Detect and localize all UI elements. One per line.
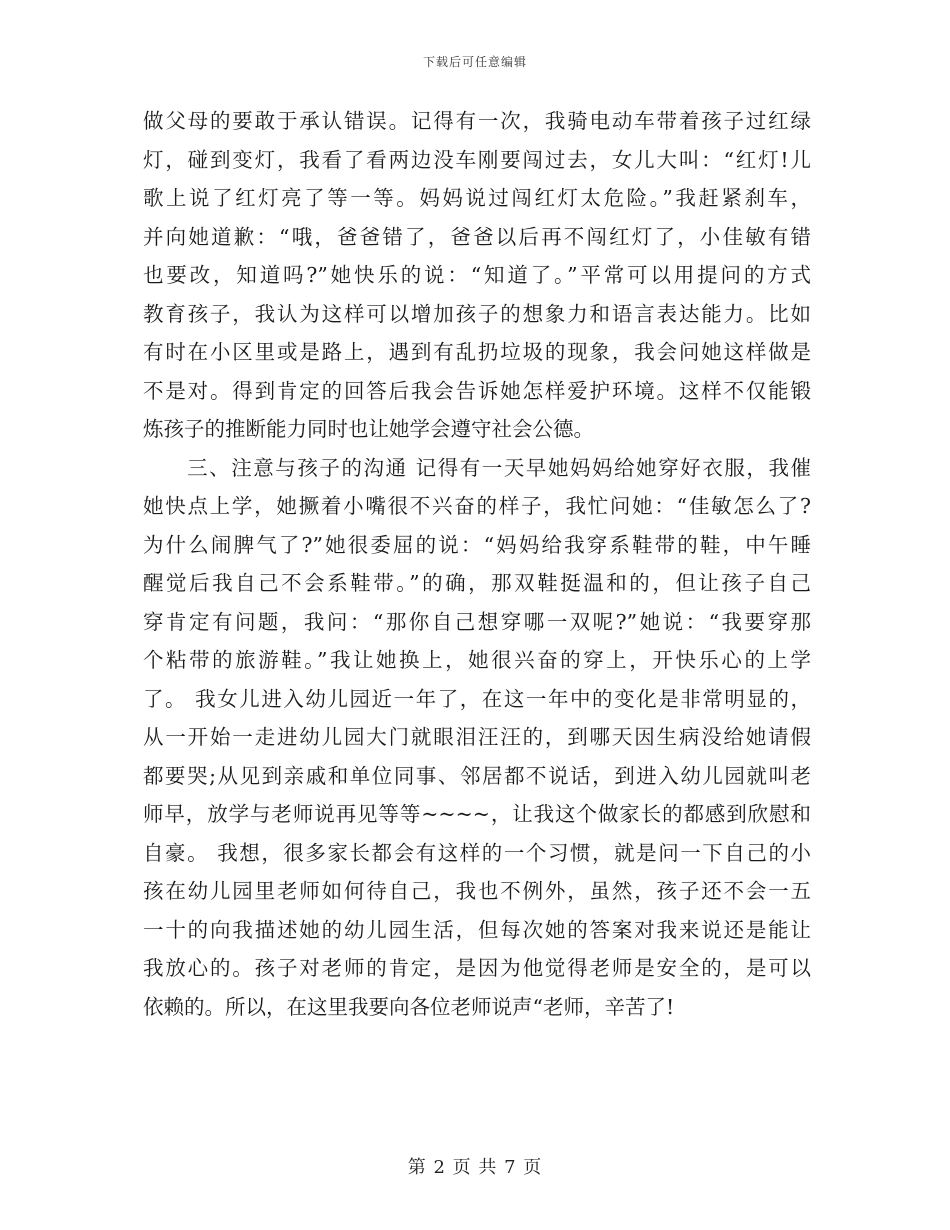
body-line: 并向她道歉：“哦，爸爸错了，爸爸以后再不闯红灯了，小佳敏有错 bbox=[143, 224, 811, 249]
body-line: 从一开始一走进幼儿园大门就眼泪汪汪的，到哪天因生病没给她请假 bbox=[143, 725, 811, 749]
body-line: 为什么闹脾气了?”她很委屈的说：“妈妈给我穿系鞋带的鞋，中午睡 bbox=[143, 532, 811, 557]
body-line: 个粘带的旅游鞋。”我让她换上，她很兴奋的穿上，开快乐心的上学 bbox=[143, 648, 811, 672]
body-line: 灯，碰到变灯，我看了看两边没车刚要闯过去，女儿大叫：“红灯!儿 bbox=[143, 147, 811, 172]
page-number: 第 2 页 共 7 页 bbox=[407, 1157, 543, 1178]
document-body bbox=[143, 102, 811, 1026]
body-line: 一十的向我描述她的幼儿园生活，但每次她的答案对我来说还是能让 bbox=[143, 917, 811, 942]
body-line: 三、注意与孩子的沟通 记得有一天早她妈妈给她穿好衣服，我催 bbox=[143, 455, 811, 480]
body-line: 依赖的。所以，在这里我要向各位老师说声“老师，辛苦了! bbox=[143, 994, 675, 1019]
body-line: 都要哭;从见到亲戚和单位同事、邻居都不说话，到进入幼儿园就叫老 bbox=[143, 763, 811, 788]
body-line: 她快点上学，她撅着小嘴很不兴奋的样子，我忙问她：“佳敏怎么了? bbox=[143, 494, 811, 518]
body-line: 师早，放学与老师说再见等等~~~~，让我这个做家长的都感到欣慰和 bbox=[143, 802, 811, 826]
body-line: 孩在幼儿园里老师如何待自己，我也不例外，虽然，孩子还不会一五 bbox=[143, 879, 811, 903]
body-line: 穿肯定有问题，我问：“那你自己想穿哪一双呢?”她说：“我要穿那 bbox=[143, 609, 811, 634]
body-line: 了。 我女儿进入幼儿园近一年了，在这一年中的变化是非常明显的， bbox=[143, 686, 811, 711]
body-line: 醒觉后我自己不会系鞋带。”的确，那双鞋挺温和的，但让孩子自己 bbox=[143, 571, 811, 595]
body-line: 也要改，知道吗?”她快乐的说：“知道了。”平常可以用提问的方式 bbox=[143, 263, 811, 287]
body-line: 做父母的要敢于承认错误。记得有一次，我骑电动车带着孩子过红绿 bbox=[143, 109, 811, 133]
body-line: 歌上说了红灯亮了等一等。妈妈说过闯红灯太危险。”我赶紧刹车， bbox=[143, 186, 811, 210]
body-line: 有时在小区里或是路上，遇到有乱扔垃圾的现象，我会问她这样做是 bbox=[143, 340, 811, 364]
body-line: 教育孩子，我认为这样可以增加孩子的想象力和语言表达能力。比如 bbox=[143, 301, 811, 326]
body-line: 我放心的。孩子对老师的肯定，是因为他觉得老师是安全的，是可以 bbox=[143, 956, 811, 980]
body-line: 自豪。 我想，很多家长都会有这样的一个习惯，就是问一下自己的小 bbox=[143, 840, 811, 865]
page-header: 下载后可任意编辑 bbox=[422, 55, 527, 69]
body-line: 不是对。得到肯定的回答后我会告诉她怎样爱护环境。这样不仅能锻 bbox=[143, 378, 811, 403]
body-line: 炼孩子的推断能力同时也让她学会遵守社会公德。 bbox=[143, 417, 594, 441]
